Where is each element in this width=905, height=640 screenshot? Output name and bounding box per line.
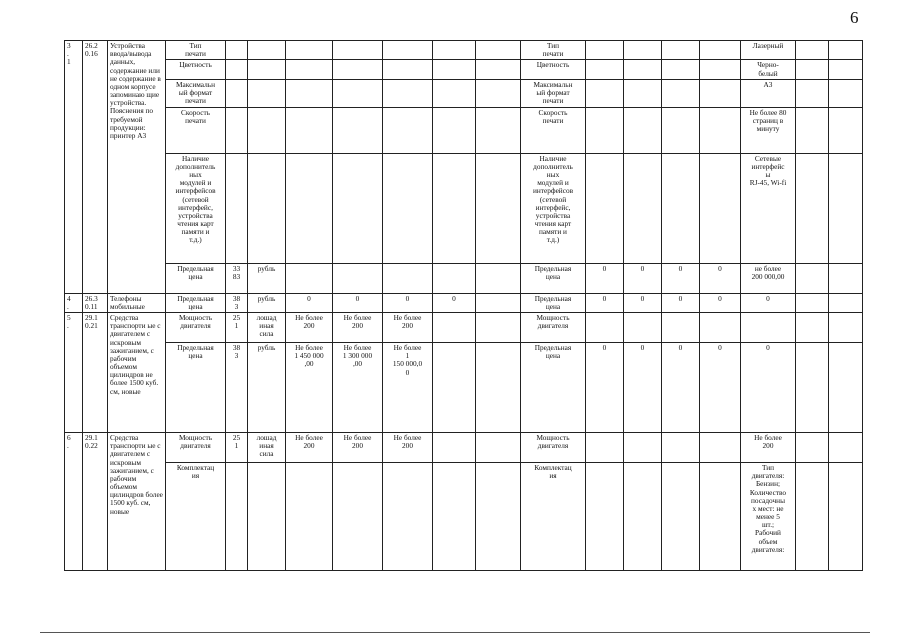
value-cell [286, 263, 333, 293]
value-cell [383, 60, 433, 79]
value-cell [662, 79, 700, 107]
value-cell [662, 433, 700, 463]
value-cell [226, 153, 248, 263]
value-cell [700, 107, 741, 153]
characteristic-cell: Комплектац ия [166, 463, 226, 571]
value-cell [226, 41, 248, 60]
value-cell [333, 153, 383, 263]
value-cell [476, 60, 521, 79]
table-row [65, 107, 863, 153]
value-cell [333, 107, 383, 153]
value-cell [383, 41, 433, 60]
value-cell: Комплектац ия [521, 463, 586, 571]
value-cell [700, 433, 741, 463]
value-cell: Лазерный [741, 41, 796, 60]
value-cell [624, 463, 662, 571]
value-cell [476, 79, 521, 107]
row-number-cell: 4 . [65, 293, 83, 312]
value-cell [333, 463, 383, 571]
value-cell [248, 79, 286, 107]
value-cell [796, 107, 829, 153]
value-cell [586, 313, 624, 343]
characteristic-cell: Предельная цена [166, 263, 226, 293]
value-cell [829, 463, 863, 571]
value-cell [333, 263, 383, 293]
value-cell [829, 263, 863, 293]
characteristic-cell: Цветность [166, 60, 226, 79]
value-cell [433, 343, 476, 433]
value-cell: 0 [333, 293, 383, 312]
value-cell: 0 [700, 293, 741, 312]
value-cell [796, 60, 829, 79]
row-number-cell: 5 . [65, 313, 83, 433]
value-cell: Не более 80 страниц в минуту [741, 107, 796, 153]
value-cell: 38 3 [226, 343, 248, 433]
value-cell: 0 [586, 263, 624, 293]
value-cell [700, 79, 741, 107]
value-cell [286, 41, 333, 60]
value-cell [662, 313, 700, 343]
value-cell: Не более 1 300 000 ,00 [333, 343, 383, 433]
table-row [65, 153, 863, 263]
value-cell: 0 [662, 293, 700, 312]
value-cell [383, 263, 433, 293]
value-cell [829, 293, 863, 312]
value-cell [383, 463, 433, 571]
characteristic-cell: Максимальн ый формат печати [166, 79, 226, 107]
value-cell: 0 [383, 293, 433, 312]
value-cell: Черно- белый [741, 60, 796, 79]
value-cell [829, 107, 863, 153]
value-cell: Предельная цена [521, 293, 586, 312]
table-row [65, 293, 863, 312]
value-cell [796, 293, 829, 312]
value-cell [248, 41, 286, 60]
table-row [65, 41, 863, 60]
value-cell [333, 41, 383, 60]
value-cell [433, 60, 476, 79]
value-cell: 0 [286, 293, 333, 312]
value-cell: Не более 200 [383, 313, 433, 343]
value-cell [248, 463, 286, 571]
value-cell [624, 79, 662, 107]
value-cell [624, 433, 662, 463]
value-cell [662, 463, 700, 571]
value-cell [741, 313, 796, 343]
value-cell: Не более 1 150 000,0 0 [383, 343, 433, 433]
value-cell [226, 60, 248, 79]
value-cell [796, 313, 829, 343]
value-cell [586, 60, 624, 79]
value-cell [662, 60, 700, 79]
value-cell: лошад иная сила [248, 433, 286, 463]
row-number-cell: 6 . [65, 433, 83, 571]
value-cell [286, 60, 333, 79]
value-cell [700, 313, 741, 343]
code-cell: 29.1 0.21 [83, 313, 108, 433]
value-cell [476, 343, 521, 433]
value-cell [248, 153, 286, 263]
value-cell [476, 153, 521, 263]
value-cell [383, 107, 433, 153]
value-cell: Сетевые интерфейс ы RJ-45, Wi-fi [741, 153, 796, 263]
value-cell [662, 41, 700, 60]
characteristic-cell: Скорость печати [166, 107, 226, 153]
value-cell: 0 [586, 293, 624, 312]
value-cell: Максимальн ый формат печати [521, 79, 586, 107]
value-cell [476, 433, 521, 463]
table-row [65, 433, 863, 463]
value-cell: 25 1 [226, 313, 248, 343]
value-cell [476, 463, 521, 571]
value-cell [476, 107, 521, 153]
characteristic-cell: Наличие дополнитель ных модулей и интерфейсов (сетевой интерфейс, устройства чтения карт памяти и т.д.) [166, 153, 226, 263]
page-number: 6 [850, 8, 859, 27]
product-name-cell: Устройства ввода/вывода данных, содержание или не содержание в одном корпусе запоминаю щие устройства. Пояснения по требуемой продукции: принтер А3 [108, 41, 166, 294]
value-cell [383, 79, 433, 107]
value-cell: Не более 200 [333, 313, 383, 343]
value-cell [286, 153, 333, 263]
value-cell: Предельная цена [521, 343, 586, 433]
code-cell: 29.1 0.22 [83, 433, 108, 571]
value-cell [286, 79, 333, 107]
value-cell [624, 313, 662, 343]
value-cell: А3 [741, 79, 796, 107]
value-cell: 0 [624, 293, 662, 312]
value-cell [829, 79, 863, 107]
characteristic-cell: Мощность двигателя [166, 313, 226, 343]
value-cell [226, 107, 248, 153]
code-cell: 26.2 0.16 [83, 41, 108, 294]
value-cell: 0 [624, 263, 662, 293]
value-cell: Не более 1 450 000 ,00 [286, 343, 333, 433]
value-cell: Мощность двигателя [521, 433, 586, 463]
value-cell [796, 153, 829, 263]
value-cell: Тип двигателя: Бензин; Количество посадочны х мест: не менее 5 шт.; Рабочий объем двигателя: [741, 463, 796, 571]
value-cell [662, 107, 700, 153]
value-cell [624, 60, 662, 79]
value-cell: рубль [248, 263, 286, 293]
bottom-rule [40, 632, 870, 633]
value-cell [433, 433, 476, 463]
value-cell: 0 [700, 263, 741, 293]
product-name-cell: Средства транспорти ые с двигателем с искровым зажиганием, с рабочим объемом цилиндров не более 1500 куб. см, новые [108, 313, 166, 433]
value-cell: не более 200 000,00 [741, 263, 796, 293]
value-cell [476, 41, 521, 60]
value-cell [433, 153, 476, 263]
characteristic-cell: Тип печати [166, 41, 226, 60]
value-cell [433, 41, 476, 60]
table-row [65, 313, 863, 343]
table-body [65, 41, 863, 571]
value-cell: 0 [662, 343, 700, 433]
value-cell [433, 263, 476, 293]
value-cell [286, 107, 333, 153]
value-cell [433, 107, 476, 153]
value-cell [433, 79, 476, 107]
value-cell [662, 153, 700, 263]
value-cell: 0 [700, 343, 741, 433]
value-cell [829, 433, 863, 463]
value-cell [476, 263, 521, 293]
value-cell [796, 263, 829, 293]
table-row [65, 79, 863, 107]
value-cell: 25 1 [226, 433, 248, 463]
value-cell [624, 153, 662, 263]
value-cell: 33 83 [226, 263, 248, 293]
value-cell [333, 79, 383, 107]
value-cell: Цветность [521, 60, 586, 79]
value-cell [248, 107, 286, 153]
value-cell [586, 153, 624, 263]
value-cell: Не более 200 [286, 313, 333, 343]
value-cell [796, 463, 829, 571]
row-number-cell: 3 . 1 [65, 41, 83, 294]
table-row [65, 263, 863, 293]
value-cell [286, 463, 333, 571]
value-cell [433, 313, 476, 343]
value-cell [796, 79, 829, 107]
value-cell: 0 [624, 343, 662, 433]
value-cell: Предельная цена [521, 263, 586, 293]
value-cell: лошад иная сила [248, 313, 286, 343]
value-cell [586, 463, 624, 571]
value-cell: 0 [741, 343, 796, 433]
value-cell [226, 463, 248, 571]
value-cell [700, 153, 741, 263]
value-cell: 0 [586, 343, 624, 433]
code-cell: 26.3 0.11 [83, 293, 108, 312]
value-cell [796, 343, 829, 433]
value-cell: 38 3 [226, 293, 248, 312]
value-cell [476, 293, 521, 312]
value-cell: Не более 200 [741, 433, 796, 463]
value-cell [586, 79, 624, 107]
table-row [65, 60, 863, 79]
value-cell: Не более 200 [333, 433, 383, 463]
value-cell [226, 79, 248, 107]
value-cell: 0 [662, 263, 700, 293]
value-cell [624, 41, 662, 60]
value-cell [796, 41, 829, 60]
characteristic-cell: Предельная цена [166, 293, 226, 312]
value-cell [796, 433, 829, 463]
value-cell [829, 343, 863, 433]
characteristic-cell: Мощность двигателя [166, 433, 226, 463]
value-cell [624, 107, 662, 153]
value-cell: Наличие дополнитель ных модулей и интерфейсов (сетевой интерфейс, устройства чтения карт памяти и т.д.) [521, 153, 586, 263]
value-cell [829, 41, 863, 60]
value-cell [700, 41, 741, 60]
product-name-cell: Телефоны мобильные [108, 293, 166, 312]
value-cell [700, 60, 741, 79]
value-cell [476, 313, 521, 343]
value-cell [586, 41, 624, 60]
value-cell [700, 463, 741, 571]
value-cell: Тип печати [521, 41, 586, 60]
table-row [65, 463, 863, 571]
table-row [65, 343, 863, 433]
value-cell: Мощность двигателя [521, 313, 586, 343]
value-cell [829, 313, 863, 343]
value-cell [829, 153, 863, 263]
value-cell [383, 153, 433, 263]
value-cell [586, 433, 624, 463]
value-cell: 0 [433, 293, 476, 312]
value-cell: рубль [248, 293, 286, 312]
value-cell: Скорость печати [521, 107, 586, 153]
product-name-cell: Средства транспорти ые с двигателем с искровым зажиганием, с рабочим объемом цилиндров более 1500 куб. см, новые [108, 433, 166, 571]
characteristic-cell: Предельная цена [166, 343, 226, 433]
value-cell [333, 60, 383, 79]
value-cell: Не более 200 [286, 433, 333, 463]
value-cell: Не более 200 [383, 433, 433, 463]
requirements-table [64, 40, 863, 571]
value-cell [433, 463, 476, 571]
value-cell [248, 60, 286, 79]
value-cell [586, 107, 624, 153]
value-cell: 0 [741, 293, 796, 312]
value-cell [829, 60, 863, 79]
value-cell: рубль [248, 343, 286, 433]
